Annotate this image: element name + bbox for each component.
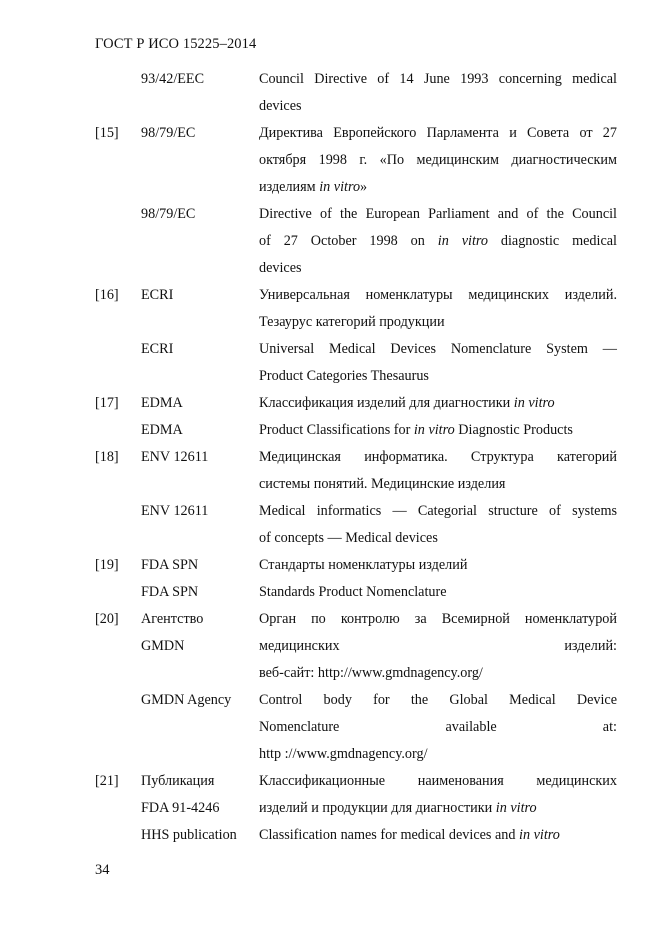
reference-code-line: FDA 91-4246 xyxy=(141,800,220,816)
text-segment: Standards Product Nomenclature xyxy=(259,584,447,600)
text-segment: devices xyxy=(259,260,302,276)
reference-description xyxy=(259,606,617,687)
reference-entry xyxy=(95,687,617,768)
description-line xyxy=(259,309,617,336)
reference-code xyxy=(141,417,259,444)
reference-code-line: Агентство xyxy=(141,611,204,627)
reference-code-line: ENV 12611 xyxy=(141,503,209,519)
text-segment: Стандарты номенклатуры изделий xyxy=(259,557,468,573)
reference-description xyxy=(259,120,617,201)
reference-code-line: EDMA xyxy=(141,422,183,438)
description-line xyxy=(259,687,617,714)
reference-description xyxy=(259,417,617,444)
text-segment: http ://www.gmdnagency.org/ xyxy=(259,746,428,762)
reference-entry xyxy=(95,552,617,579)
description-line xyxy=(259,498,617,525)
reference-entry xyxy=(95,390,617,417)
description-line xyxy=(259,66,617,93)
text-segment: медицинских изделий: xyxy=(259,638,617,654)
italic-text: in vitro xyxy=(519,827,560,843)
reference-entry xyxy=(95,768,617,822)
text-segment: Медицинская информатика. Структура категорий xyxy=(259,449,617,465)
reference-description xyxy=(259,687,617,768)
reference-entry xyxy=(95,822,617,849)
description-line xyxy=(259,336,617,363)
text-segment: Universal Medical Devices Nomenclature System — xyxy=(259,341,617,357)
italic-text: in vitro xyxy=(413,422,455,438)
description-line xyxy=(259,822,617,849)
reference-entry xyxy=(95,120,617,201)
reference-code-line: ECRI xyxy=(141,341,174,357)
description-line xyxy=(259,579,617,606)
reference-code-line: 98/79/EC xyxy=(141,125,196,141)
reference-entry xyxy=(95,579,617,606)
reference-code xyxy=(141,336,259,363)
reference-code-line: GMDN Agency xyxy=(141,692,232,708)
text-segment: веб-сайт: http://www.gmdnagency.org/ xyxy=(259,665,483,681)
italic-text: in vitro xyxy=(319,179,361,195)
reference-code xyxy=(141,498,259,525)
reference-description xyxy=(259,336,617,390)
reference-description xyxy=(259,498,617,552)
text-segment: Classification names for medical devices and xyxy=(259,827,520,843)
reference-code xyxy=(141,201,259,228)
text-segment: Council Directive of 14 June 1993 concerning medical xyxy=(259,71,617,87)
page-number: 34 xyxy=(95,862,110,878)
italic-text: in vitro xyxy=(495,800,537,816)
description-line xyxy=(259,795,617,822)
description-line xyxy=(259,525,617,552)
description-line xyxy=(259,174,617,201)
text-segment: Control body for the Global Medical Device xyxy=(259,692,617,708)
reference-number: [15] xyxy=(95,125,119,141)
reference-number: [21] xyxy=(95,773,119,789)
reference-code xyxy=(141,66,259,93)
italic-text: in vitro xyxy=(437,233,488,249)
reference-entry xyxy=(95,282,617,336)
reference-code-line: ENV 12611 xyxy=(141,449,209,465)
reference-code xyxy=(141,282,259,309)
text-segment: of concepts — Medical devices xyxy=(259,530,438,546)
reference-list xyxy=(95,66,617,849)
text-segment: » xyxy=(360,179,368,195)
description-line xyxy=(259,633,617,660)
italic-text: in vitro xyxy=(513,395,555,411)
text-segment: Тезаурус категорий продукции xyxy=(259,314,445,330)
text-segment: октября 1998 г. «По медицинским диагностическим xyxy=(259,152,617,168)
reference-code xyxy=(141,390,259,417)
description-line xyxy=(259,147,617,174)
text-segment: Орган по контролю за Всемирной номенклатурой xyxy=(259,611,617,627)
reference-code xyxy=(141,552,259,579)
text-segment: devices xyxy=(259,98,302,114)
reference-number: [18] xyxy=(95,449,119,465)
reference-entry xyxy=(95,498,617,552)
reference-code xyxy=(141,822,259,849)
reference-code-line: GMDN xyxy=(141,638,185,654)
reference-description xyxy=(259,579,617,606)
reference-entry xyxy=(95,606,617,687)
text-segment: Директива Европейского Парламента и Совета от 27 xyxy=(259,125,617,141)
reference-number: [20] xyxy=(95,611,119,627)
reference-entry xyxy=(95,201,617,282)
reference-description xyxy=(259,282,617,336)
reference-description xyxy=(259,444,617,498)
reference-code-line: Публикация xyxy=(141,773,215,789)
reference-description xyxy=(259,66,617,120)
text-segment: Directive of the European Parliament and of the Council xyxy=(259,206,617,222)
reference-entry xyxy=(95,417,617,444)
text-segment: изделиям xyxy=(259,179,320,195)
reference-code-line: EDMA xyxy=(141,395,183,411)
description-line xyxy=(259,606,617,633)
reference-entry xyxy=(95,66,617,120)
description-line xyxy=(259,228,617,255)
description-line xyxy=(259,390,617,417)
description-line xyxy=(259,93,617,120)
reference-description xyxy=(259,201,617,282)
description-line xyxy=(259,768,617,795)
description-line xyxy=(259,120,617,147)
reference-description xyxy=(259,768,617,822)
text-segment: diagnostic medical xyxy=(487,233,617,249)
description-line xyxy=(259,741,617,768)
description-line xyxy=(259,660,617,687)
reference-description xyxy=(259,552,617,579)
text-segment: Классификация изделий для диагностики xyxy=(259,395,514,411)
reference-code xyxy=(141,768,259,822)
reference-code-line: 98/79/EC xyxy=(141,206,196,222)
description-line xyxy=(259,444,617,471)
reference-code xyxy=(141,579,259,606)
text-segment: of 27 October 1998 on xyxy=(259,233,438,249)
description-line xyxy=(259,714,617,741)
reference-description xyxy=(259,390,617,417)
text-segment: изделий и продукции для диагностики xyxy=(259,800,496,816)
page-header: ГОСТ Р ИСО 15225–2014 xyxy=(95,36,257,52)
reference-number: [19] xyxy=(95,557,119,573)
text-segment: Product Classifications for xyxy=(259,422,414,438)
reference-code xyxy=(141,120,259,147)
text-segment: Medical informatics — Categorial structure of systems xyxy=(259,503,617,519)
text-segment: Product Categories Thesaurus xyxy=(259,368,429,384)
description-line xyxy=(259,552,617,579)
reference-entry xyxy=(95,336,617,390)
text-segment: Универсальная номенклатуры медицинских изделий. xyxy=(259,287,617,303)
reference-number: [16] xyxy=(95,287,119,303)
reference-code xyxy=(141,606,259,660)
reference-code-line: FDA SPN xyxy=(141,557,199,573)
reference-description xyxy=(259,822,617,849)
reference-entry xyxy=(95,444,617,498)
description-line xyxy=(259,363,617,390)
description-line xyxy=(259,255,617,282)
text-segment: Nomenclature available at: xyxy=(259,719,617,735)
description-line xyxy=(259,471,617,498)
reference-code xyxy=(141,444,259,471)
reference-code-line: ECRI xyxy=(141,287,174,303)
description-line xyxy=(259,417,617,444)
text-segment: системы понятий. Медицинские изделия xyxy=(259,476,506,492)
text-segment: Diagnostic Products xyxy=(454,422,573,438)
description-line xyxy=(259,282,617,309)
reference-code xyxy=(141,687,259,714)
reference-code-line: HHS publication xyxy=(141,827,237,843)
text-segment: Классификационные наименования медицинских xyxy=(259,773,617,789)
description-line xyxy=(259,201,617,228)
reference-code-line: 93/42/EEC xyxy=(141,71,205,87)
reference-number: [17] xyxy=(95,395,119,411)
reference-code-line: FDA SPN xyxy=(141,584,199,600)
